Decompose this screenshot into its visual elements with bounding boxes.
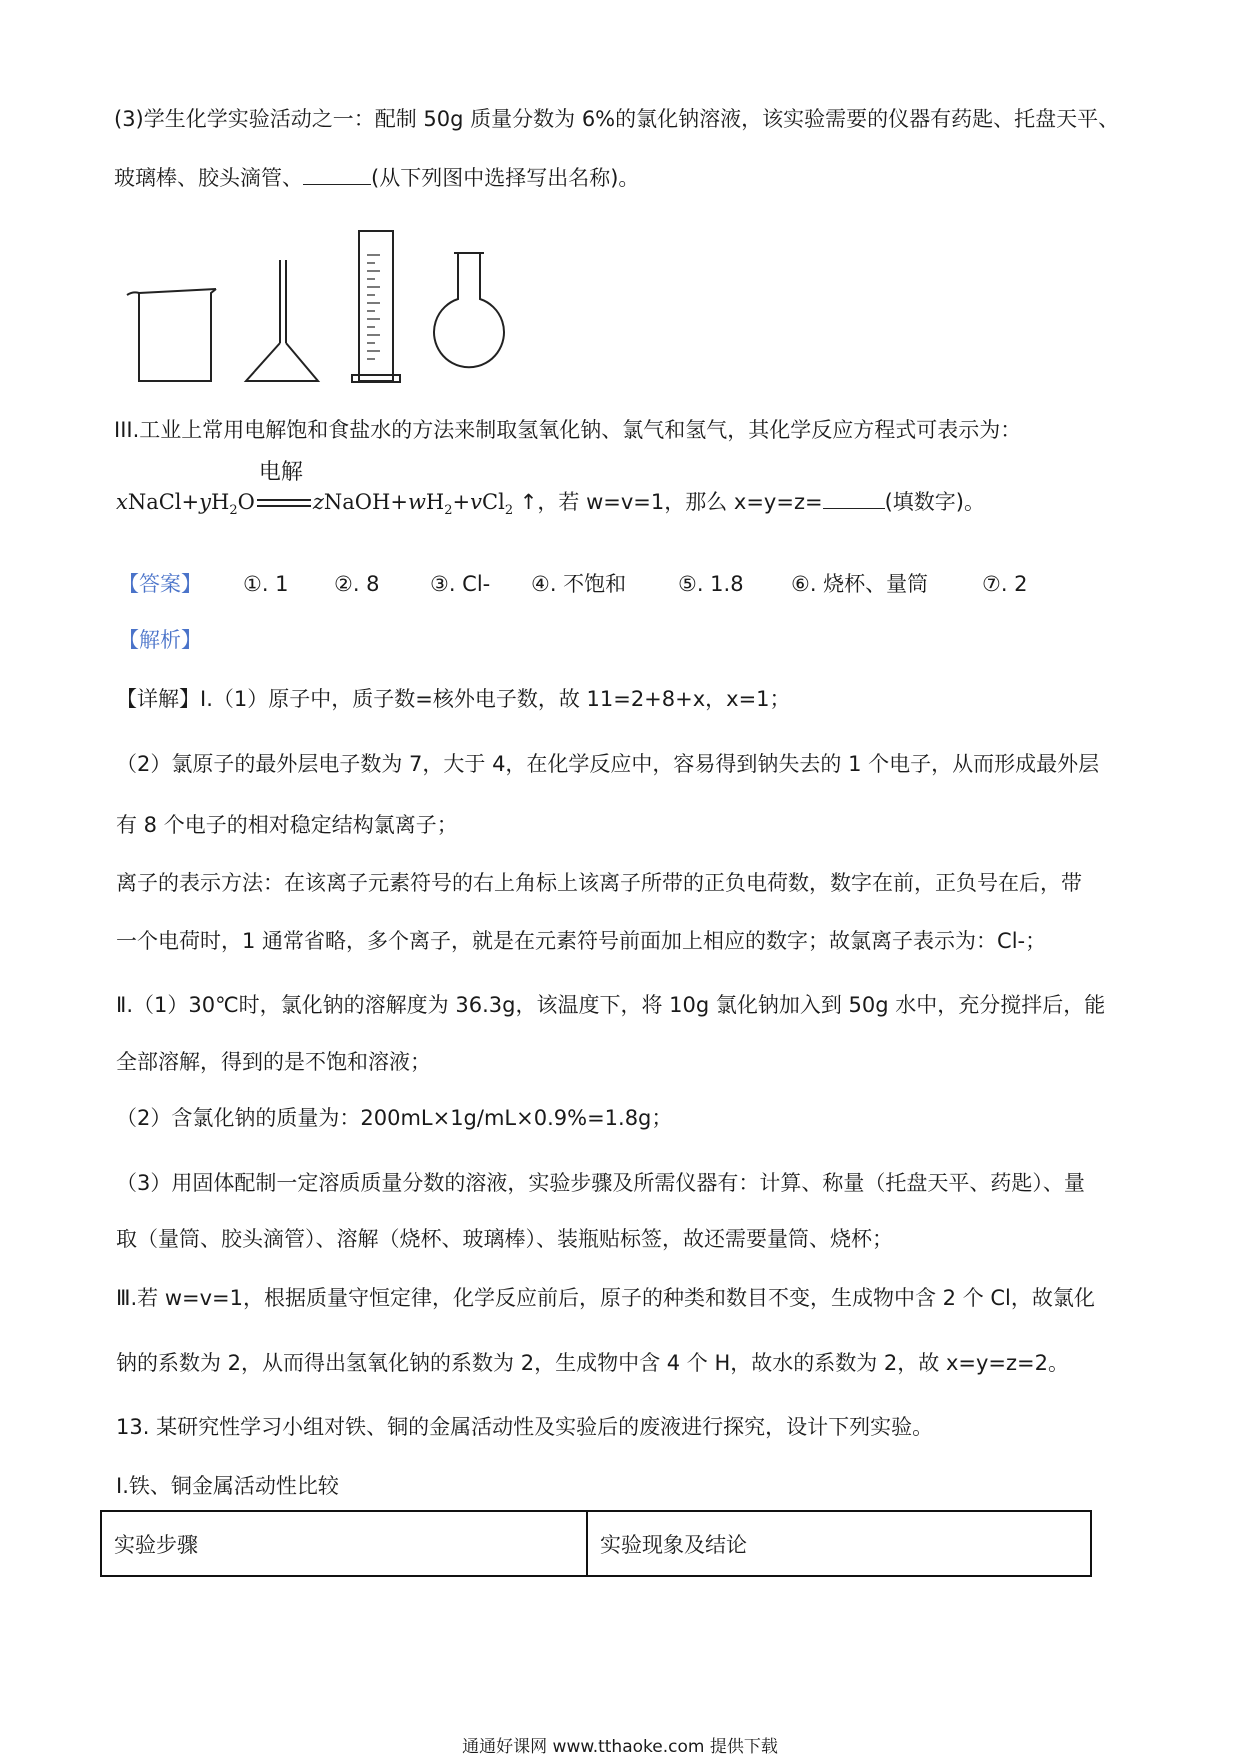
electrolysis-condition: 电解 (255, 490, 313, 515)
q3-line1: (3)学生化学实验活动之一：配制 50g 质量分数为 6%的氯化钠溶液，该实验需要的仪器有药匙、托盘天平、 (114, 107, 1120, 131)
analysis-line: 有 8 个电子的相对稳定结构氯离子； (116, 813, 458, 837)
q3-line2-suffix: (从下列图中选择写出名称)。 (371, 166, 640, 190)
experiment-table (100, 1510, 1092, 1577)
q3-line2-prefix: 玻璃棒、胶头滴管、 (114, 166, 303, 190)
answer-item-2: ②. 8 (334, 572, 380, 596)
gas-arrow: ↑ (519, 490, 538, 514)
funnel-icon (246, 260, 318, 381)
answer-row (118, 572, 1028, 597)
table-header-results: 实验现象及结论 (587, 1511, 1091, 1576)
answer-item-7: ⑦. 2 (982, 572, 1028, 596)
q13-sub: Ⅰ.铁、铜金属活动性比较 (116, 1474, 339, 1498)
answer-blank[interactable] (303, 166, 371, 185)
fill-note: (填数字)。 (884, 490, 985, 514)
analysis-line: 钠的系数为 2，从而得出氢氧化钠的系数为 2，生成物中含 4 个 H，故水的系数为 2，故 x=y=z=2。 (116, 1351, 1069, 1375)
q-iii-intro: III.工业上常用电解饱和食盐水的方法来制取氢氧化钠、氯气和氢气，其化学反应方程式可表示为： (114, 418, 1022, 442)
answer-item-4: ④. 不饱和 (531, 572, 627, 596)
analysis-line: （3）用固体配制一定溶质质量分数的溶液，实验步骤及所需仪器有：计算、称量（托盘天平、药匙）、量 (116, 1171, 1085, 1195)
beaker-icon (127, 289, 216, 381)
analysis-line: 全部溶解，得到的是不饱和溶液； (116, 1050, 431, 1074)
answer-item-6: ⑥. 烧杯、量筒 (791, 572, 929, 596)
answer-item-1: ①. 1 (243, 572, 289, 596)
answer-blank-2[interactable] (823, 490, 885, 509)
analysis-line: Ⅲ.若 w=v=1，根据质量守恒定律，化学反应前后，原子的种类和数目不变，生成物中含 2 个 Cl，故氯化 (116, 1286, 1095, 1310)
analysis-label: 【解析】 (118, 628, 202, 652)
graduated-cylinder-icon (352, 231, 400, 382)
chemical-equation: $xNaCl+yH_2O$ 电解 $zNaOH+wH_2+vCl_2$ ↑，若 w=v=1，那么 x=y=z= (填数字)。 (116, 460, 985, 519)
analysis-line: 离子的表示方法：在该离子元素符号的右上角标上该离子所带的正负电荷数，数字在前，正负号在后，带 (116, 871, 1082, 895)
analysis-line: Ⅱ.（1）30℃时，氯化钠的溶解度为 36.3g，该温度下，将 10g 氯化钠加入到 50g 水中，充分搅拌后，能 (116, 993, 1106, 1017)
table-header-steps: 实验步骤 (101, 1511, 587, 1576)
round-bottom-flask-icon (434, 253, 504, 367)
answer-item-3: ③. Cl- (430, 572, 491, 596)
footer: 通通好课网 www.tthaoke.com 提供下载 (462, 1737, 778, 1757)
answer-label: 【答案】 (118, 572, 202, 596)
apparatus-figure (120, 225, 520, 390)
condition-text: ，若 w=v=1，那么 x=y=z= (537, 490, 823, 514)
table-row (101, 1511, 1091, 1576)
q13-stem: 13. 某研究性学习小组对铁、铜的金属活动性及实验后的废液进行探究，设计下列实验。 (116, 1415, 934, 1439)
answer-item-5: ⑤. 1.8 (678, 572, 744, 596)
analysis-line: 一个电荷时，1 通常省略，多个离子，就是在元素符号前面加上相应的数字；故氯离子表示为：Cl-； (116, 929, 1047, 953)
q3-line2 (114, 166, 639, 191)
analysis-line: 取（量筒、胶头滴管）、溶解（烧杯、玻璃棒）、装瓶贴标签，故还需要量筒、烧杯； (116, 1227, 893, 1251)
analysis-line: （2）氯原子的最外层电子数为 7，大于 4，在化学反应中，容易得到钠失去的 1 个电子，从而形成最外层 (116, 752, 1100, 776)
analysis-line: （2）含氯化钠的质量为：200mL×1g/mL×0.9%=1.8g； (116, 1106, 673, 1130)
analysis-line: 【详解】Ⅰ.（1）原子中，质子数=核外电子数，故 11=2+8+x，x=1； (116, 687, 791, 711)
